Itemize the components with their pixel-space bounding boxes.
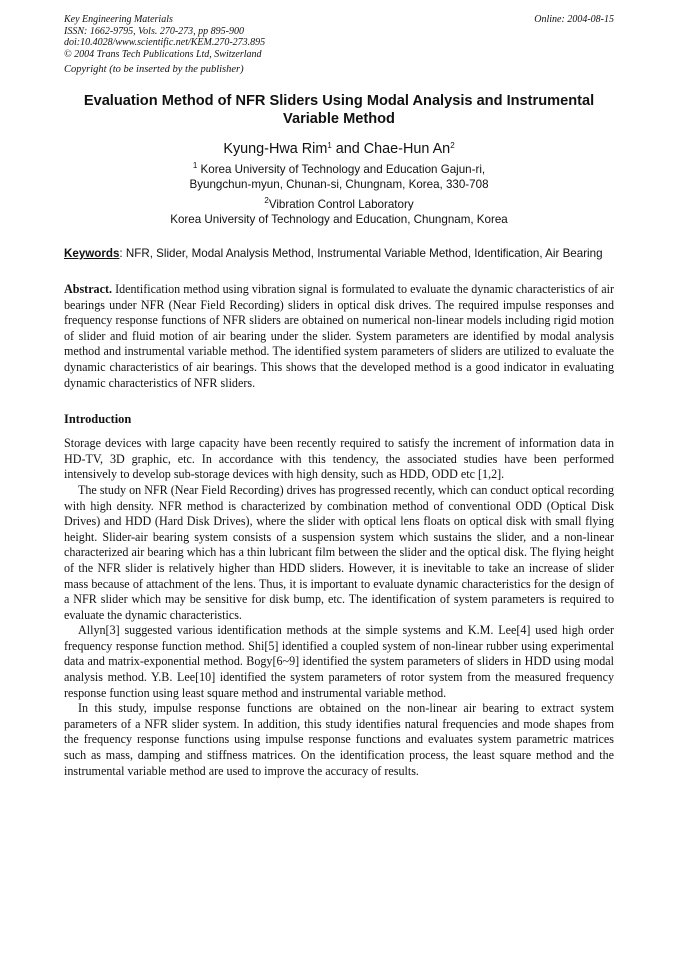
affiliation-2 — [64, 197, 614, 227]
copyright-line: © 2004 Trans Tech Publications Ltd, Switzerland — [64, 48, 262, 60]
author-list — [64, 140, 614, 158]
publisher-copyright: Copyright (to be inserted by the publisher) — [64, 64, 244, 75]
abstract — [64, 282, 614, 391]
author-connector: and — [331, 141, 364, 157]
author-name: Chae-Hun An — [363, 141, 451, 157]
header-divider — [64, 61, 614, 62]
paragraph: The study on NFR (Near Field Recording) drives has progressed recently, which can conduct optical recording with high density. NFR method is characterized by combination method of conventional ODD (Optical Disk Drives) and HDD (Hard Disk Drives), where the slider with optical lens floats on optical disk with small flying height. Slider-air bearing system consists of a suspension system which sustains the slider, and a non-linear characterized air bearing which has a thin lubricant film between the slider and the optical disk. The flying height of the NFR slider is relatively higher than HDD sliders. However, it is inevitable to take an increase of slider mass because of attachment of the lens. Thus, it is important to evaluate dynamic characteristics for the design of a NFR slider which may be sensitive for disk bump, etc. The identification of system parameters is required to evaluate the dynamic characteristics. — [64, 482, 614, 622]
affiliation-line: Byungchun-myun, Chunan-si, Chungnam, Korea, 330-708 — [189, 178, 489, 191]
affiliation-mark: 1 — [192, 161, 198, 170]
affiliation-line: $^2$Vibration Control Laboratory — [264, 196, 414, 211]
online-date: Online: 2004-08-15 — [534, 14, 614, 25]
paper-title: Evaluation Method of NFR Sliders Using Modal Analysis and Instrumental Variable Method — [83, 93, 595, 127]
keywords-colon: : — [119, 247, 123, 260]
author-name: Kyung-Hwa Rim — [223, 141, 328, 157]
affiliation-line: $^1$ Korea University of Technology and Education Gajun-ri, — [192, 161, 486, 176]
keywords-label: Keywords — [64, 247, 120, 260]
author-affiliation-mark: 1 — [327, 141, 332, 150]
issn-line: ISSN: 1662-9795, Vols. 270-273, pp 895-900 — [64, 25, 244, 37]
journal-name: Key Engineering Materials — [64, 14, 173, 25]
affiliation-line: Korea University of Technology and Education, Chungnam, Korea — [170, 213, 508, 226]
keywords — [64, 247, 614, 261]
paragraph: Allyn[3] suggested various identification methods at the simple systems and K.M. Lee[4] used high order frequency response function method. Shi[5] identified a coupled system of non-linear rubber using experimental data and matrix-exponential method. Bogy[6~9] identified the system parameters of sliders in HDD using modal analysis method. Y.B. Lee[10] identified the system parameters of rotor system from the measured frequency response function using least square method and instrumental variable method. — [64, 623, 614, 700]
keywords-text: NFR, Slider, Modal Analysis Method, Instrumental Variable Method, Identification, Air Bearing — [122, 247, 603, 260]
abstract-text: Identification method using vibration signal is formulated to evaluate the dynamic characteristics of air bearings under NFR (Near Field Recording) sliders in optical disk drives. The required impulse responses and frequency response functions of NFR sliders are obtained on numerical non-linear models including rigid motion of slider and fluid motion of air bearing under the slider. System parameters are identified by modal analysis method and instrumental variable method. The identified system parameters of sliders are utilized to evaluate the dynamic characteristics of air bearings. This shows that the developed method is a good indicator in evaluating dynamic characteristics of NFR sliders. — [64, 282, 614, 390]
author-affiliation-mark: 2 — [450, 141, 455, 150]
journal-header — [64, 14, 614, 62]
affiliation-mark: 2 — [264, 196, 269, 205]
section-heading: Introduction — [64, 412, 132, 427]
paragraph: Storage devices with large capacity have been recently required to satisfy the increment of information data in HD-TV, 3D graphic, etc. In accordance with this tendency, the associated studies have been performed intensively to develop sub-storage devices with high density, such as HDD, ODD etc [1,2]. — [64, 436, 614, 482]
abstract-label: Abstract. — [64, 282, 113, 296]
doi-line: doi:10.4028/www.scientific.net/KEM.270-273.895 — [64, 37, 266, 48]
affiliation-1 — [64, 162, 614, 192]
paragraph: In this study, impulse response functions are obtained on the non-linear air bearing to extract system parameters of a NFR slider system. In addition, this study identifies natural frequencies and mode shapes from the frequency response functions using impulse response functions and evaluates system parametric matrices such as mass, damping and stiffness matrices. On the identification process, the least square method and the instrumental variable method are used to improve the accuracy of results. — [64, 701, 614, 778]
